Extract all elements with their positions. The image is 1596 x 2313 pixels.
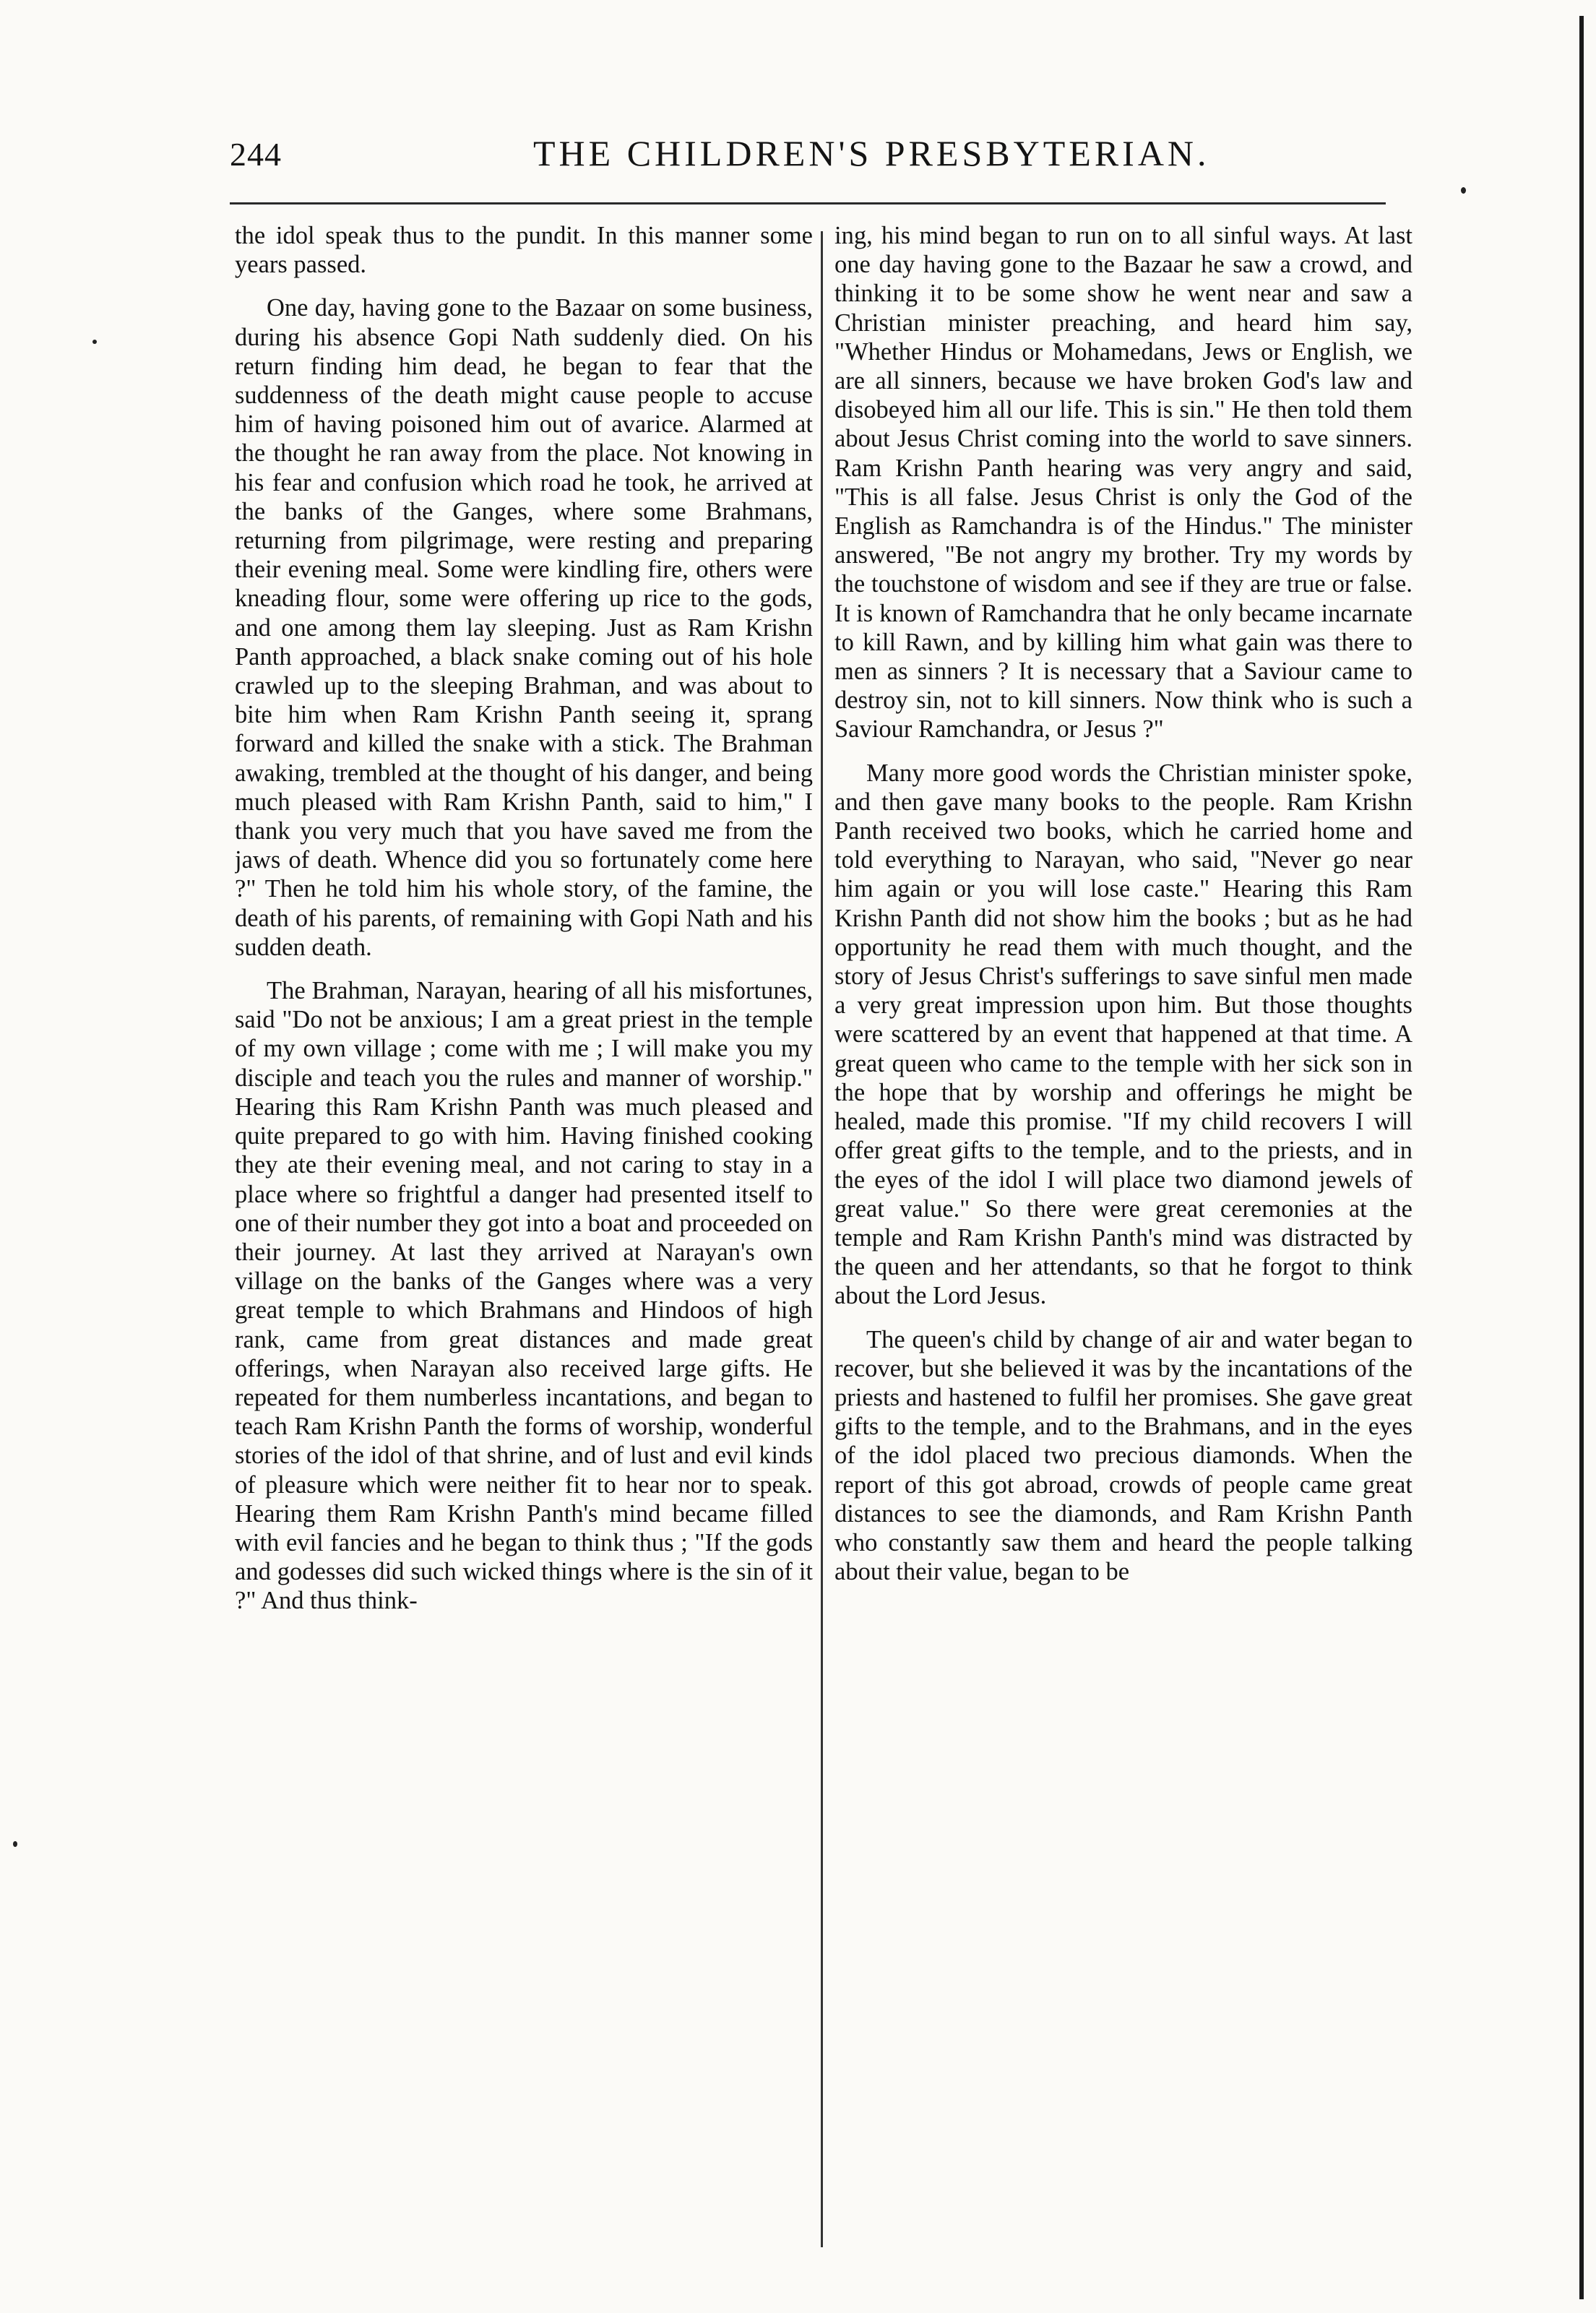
paragraph: The queen's child by change of air and water began to recover, but she believed it was by the incantations of the priests and hastened to fulfil her promises. She gave great gifts to the temple, and to the Brahmans, and in the eyes of the idol placed two precious diamonds. When the report of this got abroad, crowds of people came great distances to see the diamonds, and Ram Krishn Panth who constantly saw them and heard the people talking about their value, began to be [834,1325,1412,1586]
paragraph: ing, his mind began to run on to all sinful ways. At last one day having gone to the Bazaar he saw a crowd, and thinking it to be some show he went near and saw a Christian minister preaching, and heard him say, "Whether Hindus or Mohamedans, Jews or English, we are all sinners, because we have broken God's law and disobeyed him all our life. This is sin." He then told them about Jesus Christ coming into the world to save sinners. Ram Krishn Panth hearing was very angry and said, "This is all false. Jesus Christ is only the God of the English as Ramchandra is of the Hindus." The minister answered, "Be not angry my brother. Try my words by the touchstone of wisdom and see if they are true or false. It is known of Ramchandra that he only became incarnate to kill Rawn, and by killing him what gain was there to men as sinners ? It is necessary that a Saviour came to destroy sin, not to kill sinners. Now think who is such a Saviour Ramchandra, or Jesus ?" [834,222,1412,744]
right-column [834,221,1412,2266]
page-edge-rule [1579,16,1584,2299]
paragraph: One day, having gone to the Bazaar on some business, during his absence Gopi Nath suddenly died. On his return finding him dead, he began to fear that the suddenness of the death might cause people to accuse him of having poisoned him out of avarice. Alarmed at the thought he ran away from the place. Not knowing in his fear and confusion which road he took, he arrived at the banks of the Ganges, where some Brahmans, returning from pilgrimage, were resting and preparing their evening meal. Some were kindling fire, others were kneading flour, some were offering up rice to the gods, and one among them lay sleeping. Just as Ram Krishn Panth approached, a black snake coming out of his hole crawled up to the sleeping Brahman, and was about to bite him when Ram Krishn Panth seeing it, sprang forward and killed the snake with a stick. The Brahman awaking, trembled at the thought of his danger, and being much pleased with Ram Krishn Panth, said to him," I thank you very much that you have saved me from the jaws of death. Whence did you so fortunately come here ?" Then he told him his whole story, of the famine, the death of his parents, of remaining with Gopi Nath and his sudden death. [235,294,813,961]
paragraph: the idol speak thus to the pundit. In this manner some years passed. [235,222,813,279]
print-speck [13,1841,17,1847]
running-title: THE CHILDREN'S PRESBYTERIAN. [533,133,1210,173]
print-speck [1461,187,1466,194]
paragraph: Many more good words the Christian minister spoke, and then gave many books to the people. Ram Krishn Panth received two books, which he carried home and told everything to Narayan, who said, "Never go near him again or you will lose caste." Hearing this Ram Krishn Panth did not show him the books ; but as he had opportunity he read them with much thought, and the story of Jesus Christ's sufferings to save sinful men made a very great impression upon him. But those thoughts were scattered by an event that happened at that time. A great queen who came to the temple with her sick son in the hope that by worship and offerings he might be healed, made this promise. "If my child recovers I will offer great gifts to the temple, and to the priests, and in the eyes of the idol I will place two diamond jewels of great value." So there were great ceremonies at the temple and Ram Krishn Panth's mind was distracted by the queen and her attendants, so that he forgot to think about the Lord Jesus. [834,759,1412,1310]
header-rule [230,202,1386,204]
page-header [230,132,1386,183]
page-number: 244 [230,136,282,173]
column-divider [821,231,823,2247]
left-column [235,221,813,2266]
paragraph: The Brahman, Narayan, hearing of all his misfortunes, said "Do not be anxious; I am a great priest in the temple of my own village ; come with me ; I will make you my disciple and teach you the rules and manner of worship." Hearing this Ram Krishn Panth was much pleased and quite prepared to go with him. Having finished cooking they ate their evening meal, and not caring to stay in a place where so frightful a danger had presented itself to one of their number they got into a boat and proceeded on their journey. At last they arrived at Narayan's own village on the banks of the Ganges where was a very great temple to which Brahmans and Hindoos of high rank, came from great distances and made great offerings, when Narayan also received large gifts. He repeated for them numberless incantations, and began to teach Ram Krishn Panth the forms of worship, wonderful stories of the idol of that shrine, and of lust and evil kinds of pleasure which were neither fit to hear nor to speak. Hearing them Ram Krishn Panth's mind became filled with evil fancies and he began to think thus ; "If the gods and godesses did such wicked things where is the sin of it ?" And thus think- [235,977,813,1615]
print-speck [92,340,97,344]
